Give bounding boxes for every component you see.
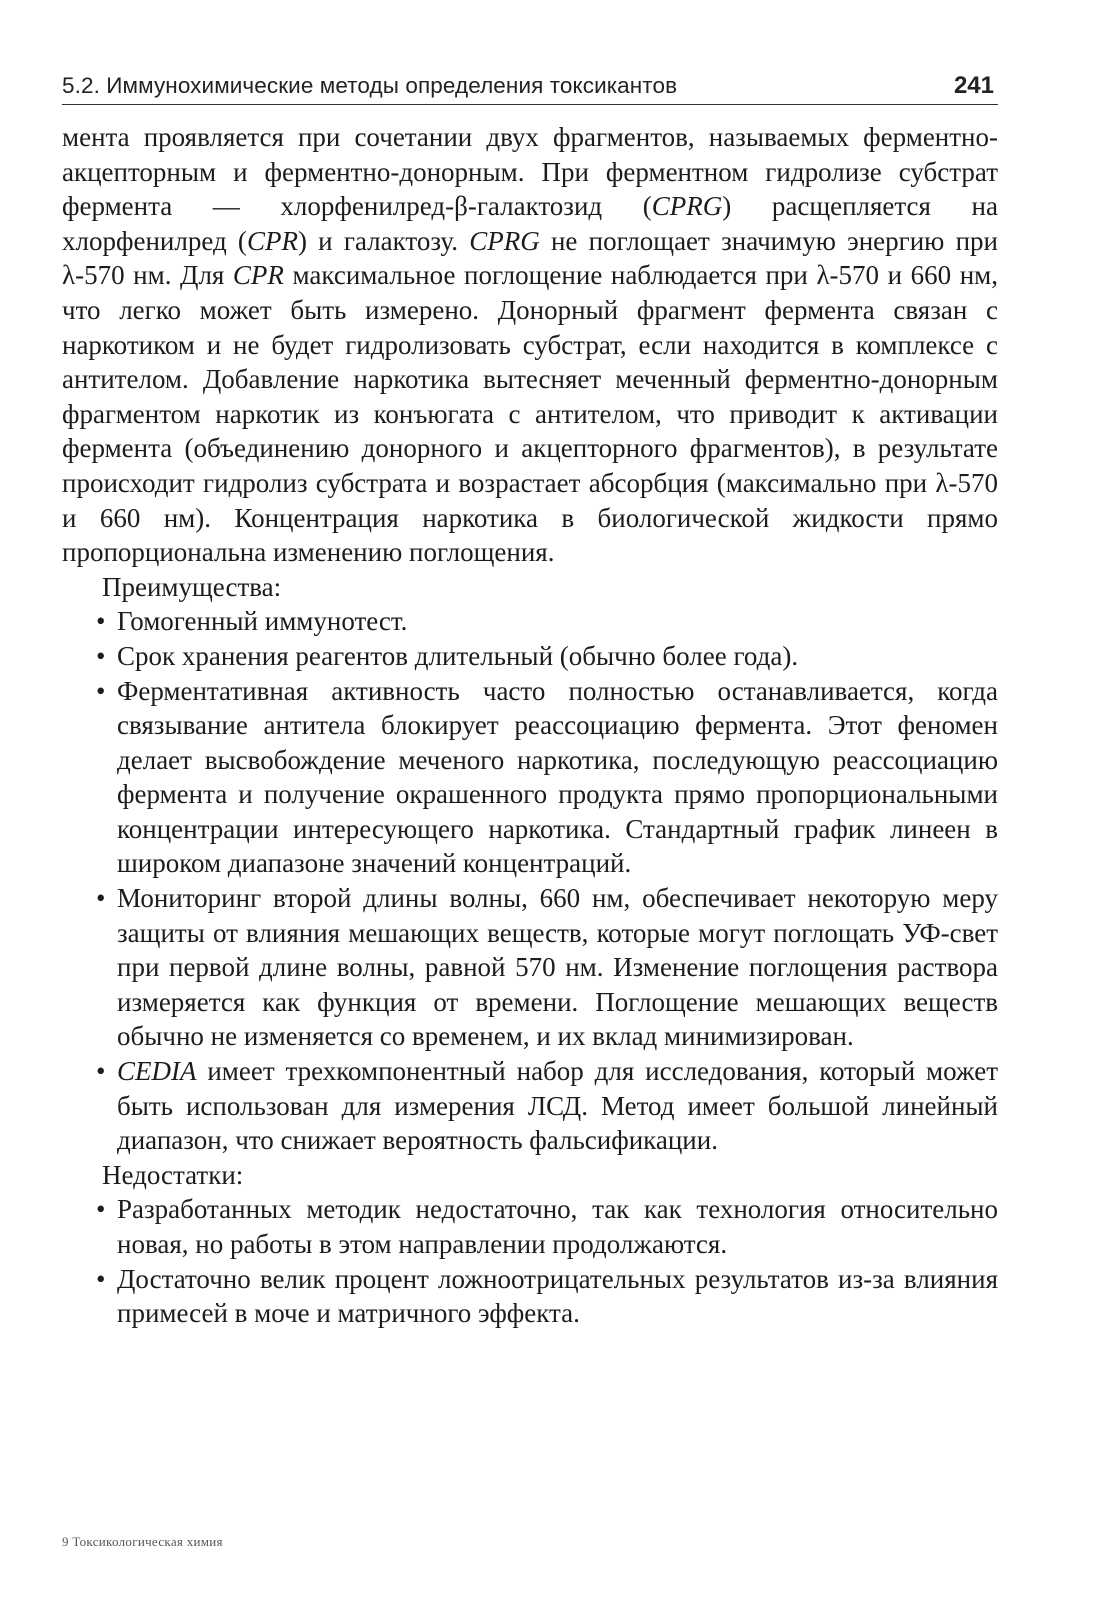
running-header [62,64,998,105]
list-item-text: CEDIA имеет трехкомпонентный набор для исследования, который может быть использован для измерения ЛСД. Метод имеет большой линейный диапазон, что снижает вероятность фальсификации. [117,1056,998,1156]
footer-signature: 9 Токсикологическая химия [62,1534,223,1549]
list-item [62,674,998,882]
intro-paragraph: мента проявляется при сочетании двух фрагментов, называемых ферментно-акцепторным и ферментно-донорным. При ферментном гидролизе субстрат фермента — хлорфенилред-β-галактозид (CPRG) расщепляется на хлорфенилред (CPR) и галактозу. CPRG не поглощает значимую энергию при λ-570 нм. Для CPR максимальное поглощение наблюдается при λ-570 и 660 нм, что легко может быть измерено. Донорный фрагмент фермента связан с наркотиком и не будет гидролизовать субстрат, если находится в комплексе с антителом. Добавление наркотика вытесняет меченный ферментно-донорным фрагментом наркотик из конъюгата с антителом, что приводит к активации фермента (объединению донорного и акцепторного фрагментов), в результате происходит гидролиз субстрата и возрастает абсорбция (максимально при λ-570 и 660 нм). Концентрация наркотика в биологической жидкости прямо пропорциональна изменению поглощения. [62,122,999,568]
bullet-mark: • [96,883,106,914]
advantages-label: Преимущества: [102,571,282,602]
book-page [62,0,998,1600]
bullet-mark: • [96,640,106,671]
list-item [62,604,998,639]
bullet-mark: • [96,675,106,706]
list-item [62,1054,998,1158]
list-item [62,881,998,1054]
advantages-list [62,604,998,1158]
list-item-text: Разработанных методик недостаточно, так как технология относительно новая, но работы в этом направлении продолжаются. [117,1194,998,1259]
header-title: 5.2. Иммунохимические методы определения токсикантов [62,73,678,98]
list-item [62,639,998,674]
bullet-mark: • [96,606,106,637]
list-item [62,1192,998,1261]
list-item-text: Ферментативная активность часто полностью останавливается, когда связывание антитела блокирует реассоциацию фермента. Этот феномен делает высвобождение меченого наркотика, последующую реассоциацию фермента и получение окрашенного продукта прямо пропорциональными концентрации интересующего наркотика. Стандартный график линеен в широком диапазоне значений концентраций. [117,675,998,879]
list-item-text: Мониторинг второй длины волны, 660 нм, обеспечивает некоторую меру защиты от влияния мешающих веществ, которые могут поглощать УФ-свет при первой длине волны, равной 570 нм. Изменение поглощения раствора измеряется как функция от времени. Поглощение мешающих веществ обычно не изменяется со временем, и их вклад минимизирован. [117,883,998,1052]
bullet-mark: • [96,1263,106,1294]
list-item-text: Срок хранения реагентов длительный (обычно более года). [117,640,799,671]
page-number: 241 [953,72,994,99]
bullet-mark: • [96,1056,106,1087]
body-text [62,120,998,1331]
disadvantages-label: Недостатки: [102,1159,244,1190]
disadvantages-list [62,1192,998,1330]
list-item-text: Гомогенный иммунотест. [117,606,408,637]
list-item [62,1262,998,1331]
list-item-text: Достаточно велик процент ложноотрицательных результатов из-за влияния примесей в моче и матричного эффекта. [117,1263,998,1329]
bullet-mark: • [96,1194,106,1225]
